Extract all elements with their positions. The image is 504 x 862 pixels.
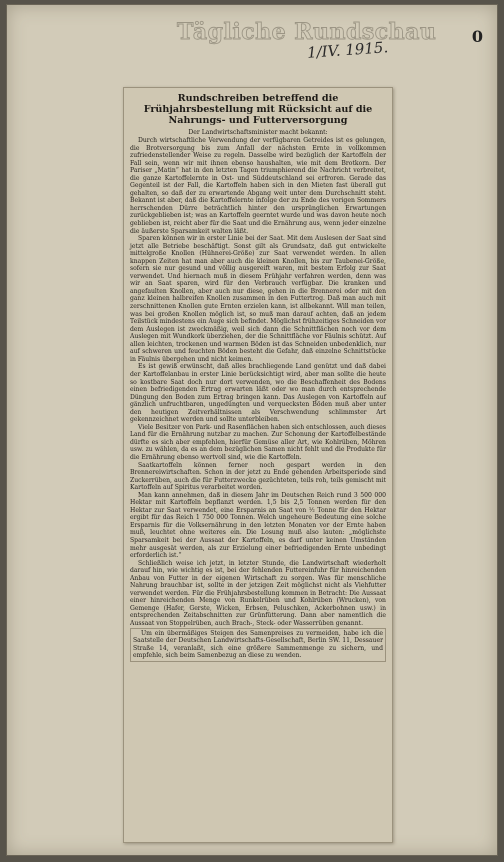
newspaper-title-stamp: Tägliche Rundschau — [177, 19, 437, 45]
article-byline: Der Landwirtschaftsminister macht bekannt: — [188, 129, 328, 136]
handwritten-date: 1/IV. 1915. — [306, 38, 389, 62]
article-paragraph: Durch wirtschaftliche Verwendung der verfügbaren Getreides ist es gelungen, die Brotversorgung bis zum Anfall der nächsten Ernte in vollkommen zufriedenstellender Weise zu regeln. Dasselbe wird bezüglich der Kartoffeln der Fall sein, wenn wir mit ihnen ebenso haushalten, wie mit dem Brotkorn. Der Pariser „Matin“ hat in den letzten Tagen triumphierend die Nachricht verbreitet, die ganze Kartoffelernte in Ost- und Süddeutschland sei erfroren. Gerade das Gegenteil ist der Fall, die Kartoffeln haben sich in den Mieten fast überall gut gehalten, so daß der zu erwartende Abgang weit unter dem Durchschnitt steht. Bekannt ist aber, daß die Kartoffelernte infolge der zu Ende des vorigen Sommers herrschenden Dürre beträchtlich hinter den ursprünglichen Erwartungen zurückgeblieben ist; was an Kartoffeln geerntet wurde und was davon heute noch geblieben ist, reicht aber für die Saat und die Ernährung aus, wenn jeder einzelne die äußerste Sparsamkeit walten läßt. — [130, 137, 386, 235]
article-closing-paragraph: Um ein übermäßiges Steigen des Samenpreises zu vermeiden, habe ich die Saatstelle der Deutschen Landwirtschafts-Gesellschaft, Berlin SW. 11, Dessauer Straße 14, veranlaßt, sich eine größere Sammenmenge zu sichern, und empfehle, sich beim Samenbezug an diese zu wenden. — [130, 628, 386, 662]
article-paragraph: Sparen können wir in erster Linie bei der Saat. Mit dem Auslesen der Saat sind jetzt alle Betriebe beschäftigt. Sonst gilt als Grundsatz, daß gut entwickelte mittelgroße Knollen (Hühnerei-Größe) zur Saat verwendet werden. In allen knappen Zeiten hat man aber auch die kleinen Knollen, bis zur Taubenei-Größe, sofern sie nur gesund und völlig ausgereift waren, mit bestem Erfolg zur Saat verwendet. Und hiernach muß in diesem Frühjahr verfahren werden, denn was wir an Saat sparen, wird für den Verbrauch verfügbar. Die kranken und angefaulten Knollen, aber auch nur diese, gehen in die Brennerei oder mit den ganz kleinen halbreifen Knollen zusammen in den Futtertrog. Daß man auch mit zerschnittenen Knollen gute Ernten erzielen kann, ist allbekannt. Will man teilen, was bei großen Knollen möglich ist, so muß man darauf achten, daß an jedem Teilstück mindestens ein Auge sich befindet. Möglichst frühzeitiges Schneiden vor dem Auslegen ist zweckmäßig, weil sich dann die Schnittflächen noch vor dem Auslegen mit Wundkork überziehen, der die Schnittfläche vor Fäulnis schützt. Auf allen leichten, trockenen und warmen Böden ist das Schneiden unbedenklich, nur auf schweren und feuchten Böden besteht die Gefahr, daß einzelne Schnittstücke in Fäulnis übergehen und nicht keimen. — [130, 235, 386, 363]
article-paragraph: Man kann annehmen, daß in diesem Jahr im Deutschen Reich rund 3 500 000 Hektar mit Kartoffeln bepflanzt werden. 1,5 bis 2,5 Tonnen werden für den Hektar zur Saat verwendet, eine Ersparnis an Saat von ½ Tonne für den Hektar ergibt für das Reich 1 750 000 Tonnen. Welch ungeheure Bedeutung eine solche Ersparnis für die Volksernährung in den letzten Monaten vor der Ernte haben muß, leuchtet ohne weiteres ein. Die Losung muß also lauten: „möglichste Sparsamkeit bei der Aussaat der Kartoffeln, es darf unter keinen Umständen mehr ausgesät werden, als zur Erzielung einer befriedigenden Ernte unbedingt erforderlich ist.“ — [130, 491, 386, 560]
article-paragraph: Viele Besitzer von Park- und Rasenflächen haben sich entschlossen, auch dieses Land für die Ernährung nutzbar zu machen. Zur Schonung der Kartoffelbestände dürfte es sich aber empfehlen, hierfür Gemüse aller Art, wie Kohlrüben, Möhren usw. zu wählen, da es an dem bezüglichen Samen nicht fehlt und die Produkte für die Ernährung ebenso wertvoll sind, wie die Kartoffeln. — [130, 423, 386, 461]
article-headline: Rundschreiben betreffend die Frühjahrsbestellung mit Rücksicht auf die Nahrungs- und Futterversorgung — [143, 93, 373, 126]
article-paragraph: Schließlich weise ich jetzt, in letzter Stunde, die Landwirtschaft wiederholt darauf hin, wie wichtig es ist, bei der fehlenden Futtereinfuhr für hinreichenden Anbau von Futter in der eigenen Wirtschaft zu sorgen. Was für menschliche Nahrung brauchbar ist, sollte in der jetzigen Zeit möglichst nicht als Viehfutter verwendet werden. Für die Frühjahrsbestellung kommen in Betracht: Die Aussaat einer hinreichenden Menge von Runkelrüben und Kohlrüben (Wrucken), von Gemenge (Hafer, Gerste, Wicken, Erbsen, Peluschken, Ackerbohnen usw.) in entsprechenden Zeitabschnitten zur Grünfütterung. Dann aber namentlich die Aussaat von Stoppelrüben, auch Brach-, Steck- oder Wasserrüben genannt. — [130, 559, 386, 627]
archive-sheet — [6, 4, 498, 856]
article-paragraph: Saatkartoffeln können ferner noch gespart werden in den Brennereiwirtschaften. Schon in der jetzt zu Ende gehenden Arbeitsperiode sind Zuckerrüben, auch die für Futterzwecke gezüchteten, teils roh, teils gemischt mit Kartoffeln auf Spiritus verarbeitet worden. — [130, 461, 386, 492]
page-number: 0 — [471, 27, 483, 46]
article-paragraph: Es ist gewiß erwünscht, daß alles brachliegende Land genützt und daß dabei der Kartoffelanbau in erster Linie berücksichtigt wird, aber man sollte die heute so kostbare Saat doch nur dort verwenden, wo die Beschaffenheit des Bodens einen befriedigenden Ertrag erwarten läßt oder wo man durch entsprechende Düngung den Boden zum Ertrag bringen kann. Das Auslegen von Kartoffeln auf gänzlich unfruchtbaren, ungedüngten und verquecksten Böden muß aber unter den heutigen Zeitverhältnissen als Verschwendung schlimmster Art gekennzeichnet werden und sollte unterbleiben. — [130, 363, 386, 424]
newspaper-clipping — [123, 87, 393, 843]
